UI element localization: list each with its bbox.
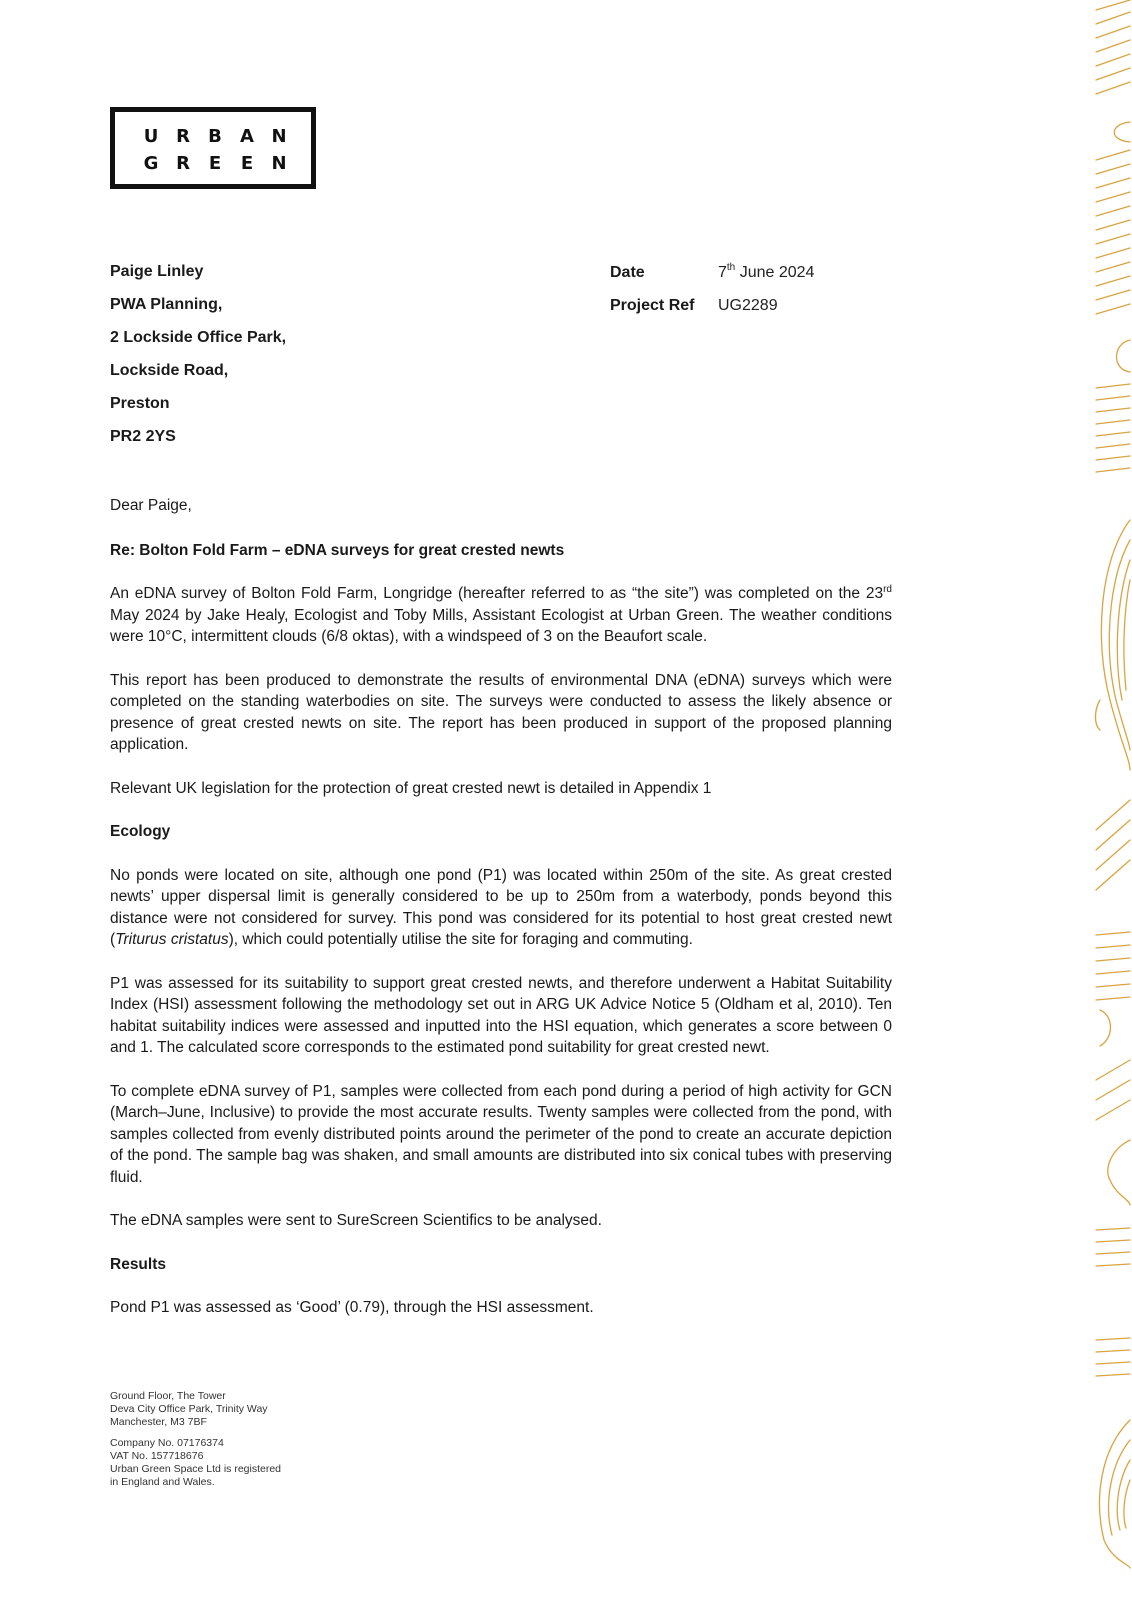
logo-letter: E — [208, 153, 222, 174]
address-line: 2 Lockside Office Park, — [110, 329, 287, 346]
address-line: Lockside Road, — [110, 362, 229, 379]
date-value — [718, 262, 814, 295]
address-line: Preston — [110, 395, 170, 412]
paragraph-survey-details: An eDNA survey of Bolton Fold Farm, Longridge (hereafter referred to as “the site”) was completed on the 23rd May 2024 by Jake Healy, Ecologist and Toby Mills, Assistant Ecologist at Urban Green. The weather conditions were 10°C, intermittent clouds (6/8 oktas), with a windspeed of 3 on the Beaufort scale. — [110, 584, 892, 645]
logo-letter: U — [143, 126, 159, 147]
paragraph-ponds: No ponds were located on site, although one pond (P1) was located within 250m of the site. As great crested newts’ upper dispersal limit is generally considered to be up to 250m from a waterbody, ponds beyond this distance were not considered for survey. This pond was considered for its potential to host great crested newt (Triturus cristatus), which could potentially utilise the site for foraging and commuting. — [110, 866, 892, 948]
logo-row-1 — [143, 126, 287, 146]
logo-letter: N — [271, 153, 287, 174]
logo-row-2 — [143, 153, 287, 173]
heading-ecology: Ecology — [110, 823, 171, 840]
date-suffix: th — [726, 262, 736, 273]
letter-body — [110, 495, 892, 1341]
logo-letter: E — [240, 153, 254, 174]
paragraph-report-purpose: This report has been produced to demonstrate the results of environmental DNA (eDNA) surveys which were completed on the standing waterbodies on site. The surveys were conducted to assess the likely absence or presence of great crested newts on site. The report has been produced in support of the proposed planning application. — [110, 671, 892, 753]
decorative-contour-strip — [1090, 0, 1132, 1600]
paragraph-results: Pond P1 was assessed as ‘Good’ (0.79), through the HSI assessment. — [110, 1299, 594, 1316]
salutation: Dear Paige, — [110, 497, 192, 514]
letter-meta — [610, 262, 814, 328]
logo-letter: G — [143, 153, 159, 174]
logo-letter: R — [176, 153, 190, 174]
paragraph-hsi: P1 was assessed for its suitability to support great crested newts, and therefore underwent a Habitat Suitability Index (HSI) assessment following the methodology set out in ARG UK Advice Notice 5 (Oldham et al, 2010). Ten habitat suitability indices were assessed and inputted into the HSI equation, which generates a score between 0 and 1. The calculated score corresponds to the estimated pond suitability for great crested newt. — [110, 974, 892, 1056]
address-line: PWA Planning, — [110, 296, 223, 313]
project-ref-label: Project Ref — [610, 297, 695, 314]
date-month-year: June 2024 — [735, 264, 815, 281]
address-line: Paige Linley — [110, 263, 204, 280]
project-ref-row — [610, 295, 814, 328]
company-footer — [110, 1390, 281, 1497]
urban-green-logo — [110, 107, 316, 189]
date-day: 7 — [718, 264, 727, 281]
logo-letter: N — [271, 126, 287, 147]
footer-address: Ground Floor, The Tower Deva City Office Park, Trinity Way Manchester, M3 7BF — [110, 1390, 268, 1428]
date-row — [610, 262, 814, 295]
date-label: Date — [610, 264, 645, 281]
footer-company-info: Company No. 07176374 VAT No. 157718676 Urban Green Space Ltd is registered in England and Wales. — [110, 1437, 282, 1488]
address-line: PR2 2YS — [110, 428, 176, 445]
logo-letter: R — [176, 126, 190, 147]
project-ref-value: UG2289 — [718, 297, 778, 314]
species-name: Triturus cristatus — [115, 931, 229, 948]
heading-results: Results — [110, 1255, 166, 1273]
logo-letter: A — [240, 126, 254, 147]
subject-line: Re: Bolton Fold Farm – eDNA surveys for great crested newts — [110, 541, 565, 559]
paragraph-analysis: The eDNA samples were sent to SureScreen Scientifics to be analysed. — [110, 1212, 602, 1229]
recipient-address — [110, 262, 286, 460]
paragraph-sampling: To complete eDNA survey of P1, samples were collected from each pond during a period of high activity for GCN (March–June, Inclusive) to provide the most accurate results. Twenty samples were collected from the pond, with samples collected from evenly distributed points around the perimeter of the pond to create an accurate depiction of the pond. The sample bag was shaken, and small amounts are distributed into six conical tubes with preserving fluid. — [110, 1082, 892, 1186]
paragraph-legislation: Relevant UK legislation for the protection of great crested newt is detailed in Appendix 1 — [110, 779, 712, 797]
logo-letter: B — [208, 126, 222, 147]
